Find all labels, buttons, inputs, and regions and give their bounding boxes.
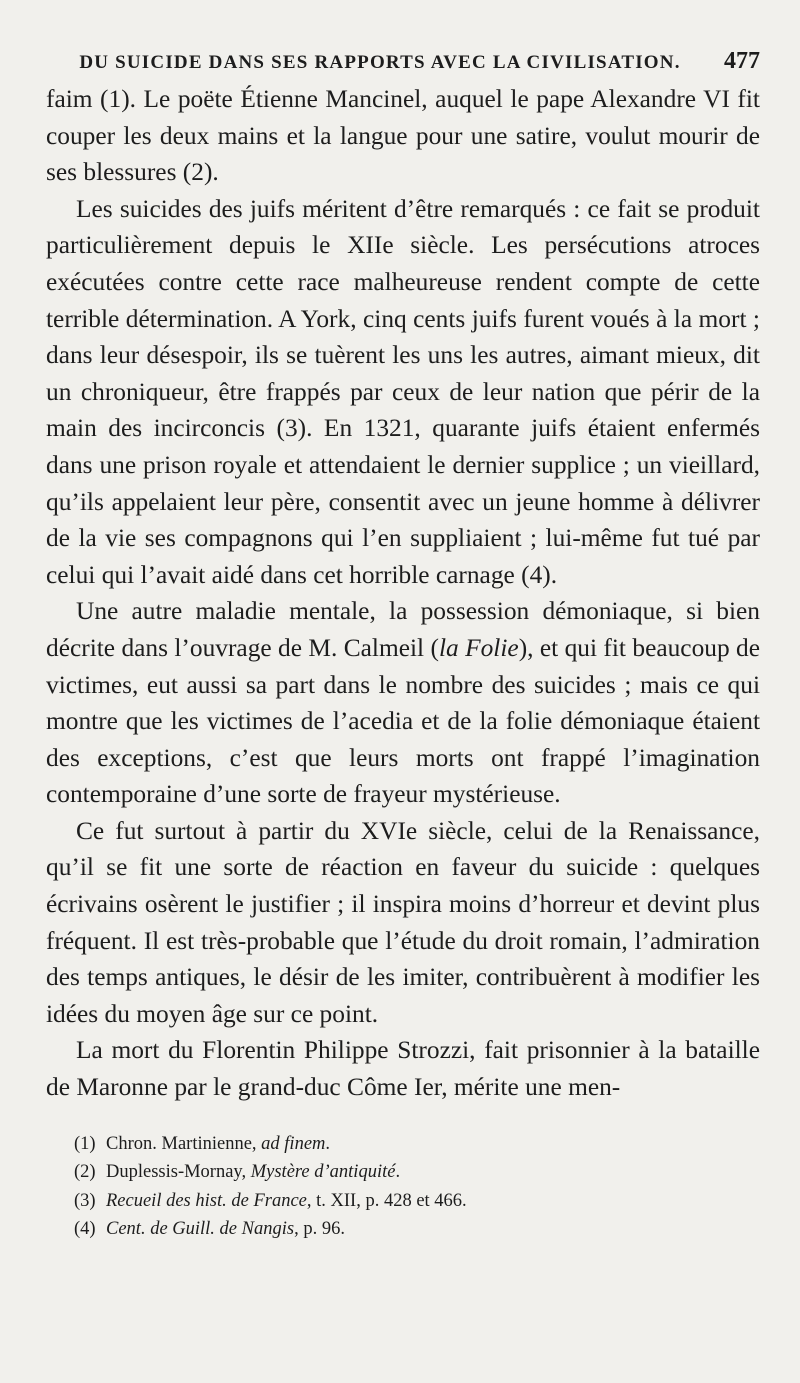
- paragraph-2: Les suicides des juifs méritent d’être remarqués : ce fait se produit particulièrement depuis le XIIe siècle. Les persécutions atroces exécutées contre cette race malheureuse rendent compte de cette terrible détermination. A York, cinq cents juifs furent voués à la mort ; dans leur désespoir, ils se tuèrent les uns les autres, aimant mieux, dit un chroniqueur, être frappés par ceux de leur nation que périr de la main des incirconcis (3). En 1321, quarante juifs étaient enfermés dans une prison royale et attendaient le dernier supplice ; un vieillard, qu’ils appelaient leur père, consentit avec un jeune homme à délivrer de la vie ses compagnons qui l’en suppliaient ; lui-même fut tué par celui qui l’avait aidé dans cet horrible carnage (4).: [46, 194, 760, 589]
- body-text: [46, 81, 760, 1106]
- footnote-italic: Cent. de Guill. de Nangis: [106, 1219, 295, 1240]
- footnote: [74, 1158, 760, 1187]
- footnote-number: (2): [74, 1162, 96, 1183]
- paragraph-1: faim (1). Le poëte Étienne Mancinel, auquel le pape Alexandre VI fit couper les deux mains et la langue pour une satire, voulut mourir de ses blessures (2).: [46, 85, 760, 187]
- footnote-number: (1): [74, 1133, 96, 1154]
- paragraph-3-part-1: Une autre maladie mentale, la possession démoniaque, si bien décrite dans l’ouvrage de M. Calmeil (: [46, 597, 760, 662]
- footnote-text: Chron. Martinienne,: [106, 1133, 262, 1154]
- running-head: [46, 48, 760, 75]
- paragraph-3: [46, 593, 760, 813]
- paragraph-3-part-2: ), et qui fit beaucoup de victimes, eut aussi sa part dans le nombre des suicides ; mais ce qui montre que les victimes de l’acedia et de la folie démoniaque étaient des exceptions, c’est que leurs morts ont frappé l’imagination contemporaine d’une sorte de frayeur mystérieuse.: [46, 633, 761, 809]
- footnote-after: , p. 96.: [294, 1219, 345, 1240]
- paragraph-4: Ce fut surtout à partir du XVIe siècle, celui de la Renaissance, qu’il se fit une sorte de réaction en faveur du suicide : quelques écrivains osèrent le justifier ; il inspira moins d’horreur et devint plus fréquent. Il est très-probable que l’étude du droit romain, l’admiration des temps antiques, le désir de les imiter, contribuèrent à modifier les idées du moyen âge sur ce point.: [46, 816, 760, 1028]
- footnote: [74, 1130, 760, 1159]
- paragraph-3-italic: la Folie: [438, 633, 519, 662]
- footnote: [74, 1187, 760, 1216]
- page-number: 477: [724, 48, 760, 74]
- footnote-italic: ad finem: [261, 1133, 326, 1154]
- footnote: [74, 1215, 760, 1244]
- footnote-after: .: [395, 1162, 401, 1183]
- footnote-after: .: [325, 1133, 331, 1154]
- paragraph-5: La mort du Florentin Philippe Strozzi, fait prisonnier à la bataille de Maronne par le grand-duc Côme Ier, mérite une men-: [46, 1036, 760, 1102]
- footnote-italic: Mystère d’antiquité: [250, 1162, 396, 1183]
- running-title: DU SUICIDE DANS SES RAPPORTS AVEC LA CIVILISATION.: [79, 52, 681, 73]
- footnotes: [74, 1130, 760, 1244]
- footnote-after: , t. XII, p. 428 et 466.: [306, 1190, 467, 1211]
- footnote-number: (3): [74, 1190, 96, 1211]
- footnote-text: Duplessis-Mornay,: [106, 1162, 251, 1183]
- footnote-italic: Recueil des hist. de France: [106, 1190, 307, 1211]
- footnote-number: (4): [74, 1219, 96, 1240]
